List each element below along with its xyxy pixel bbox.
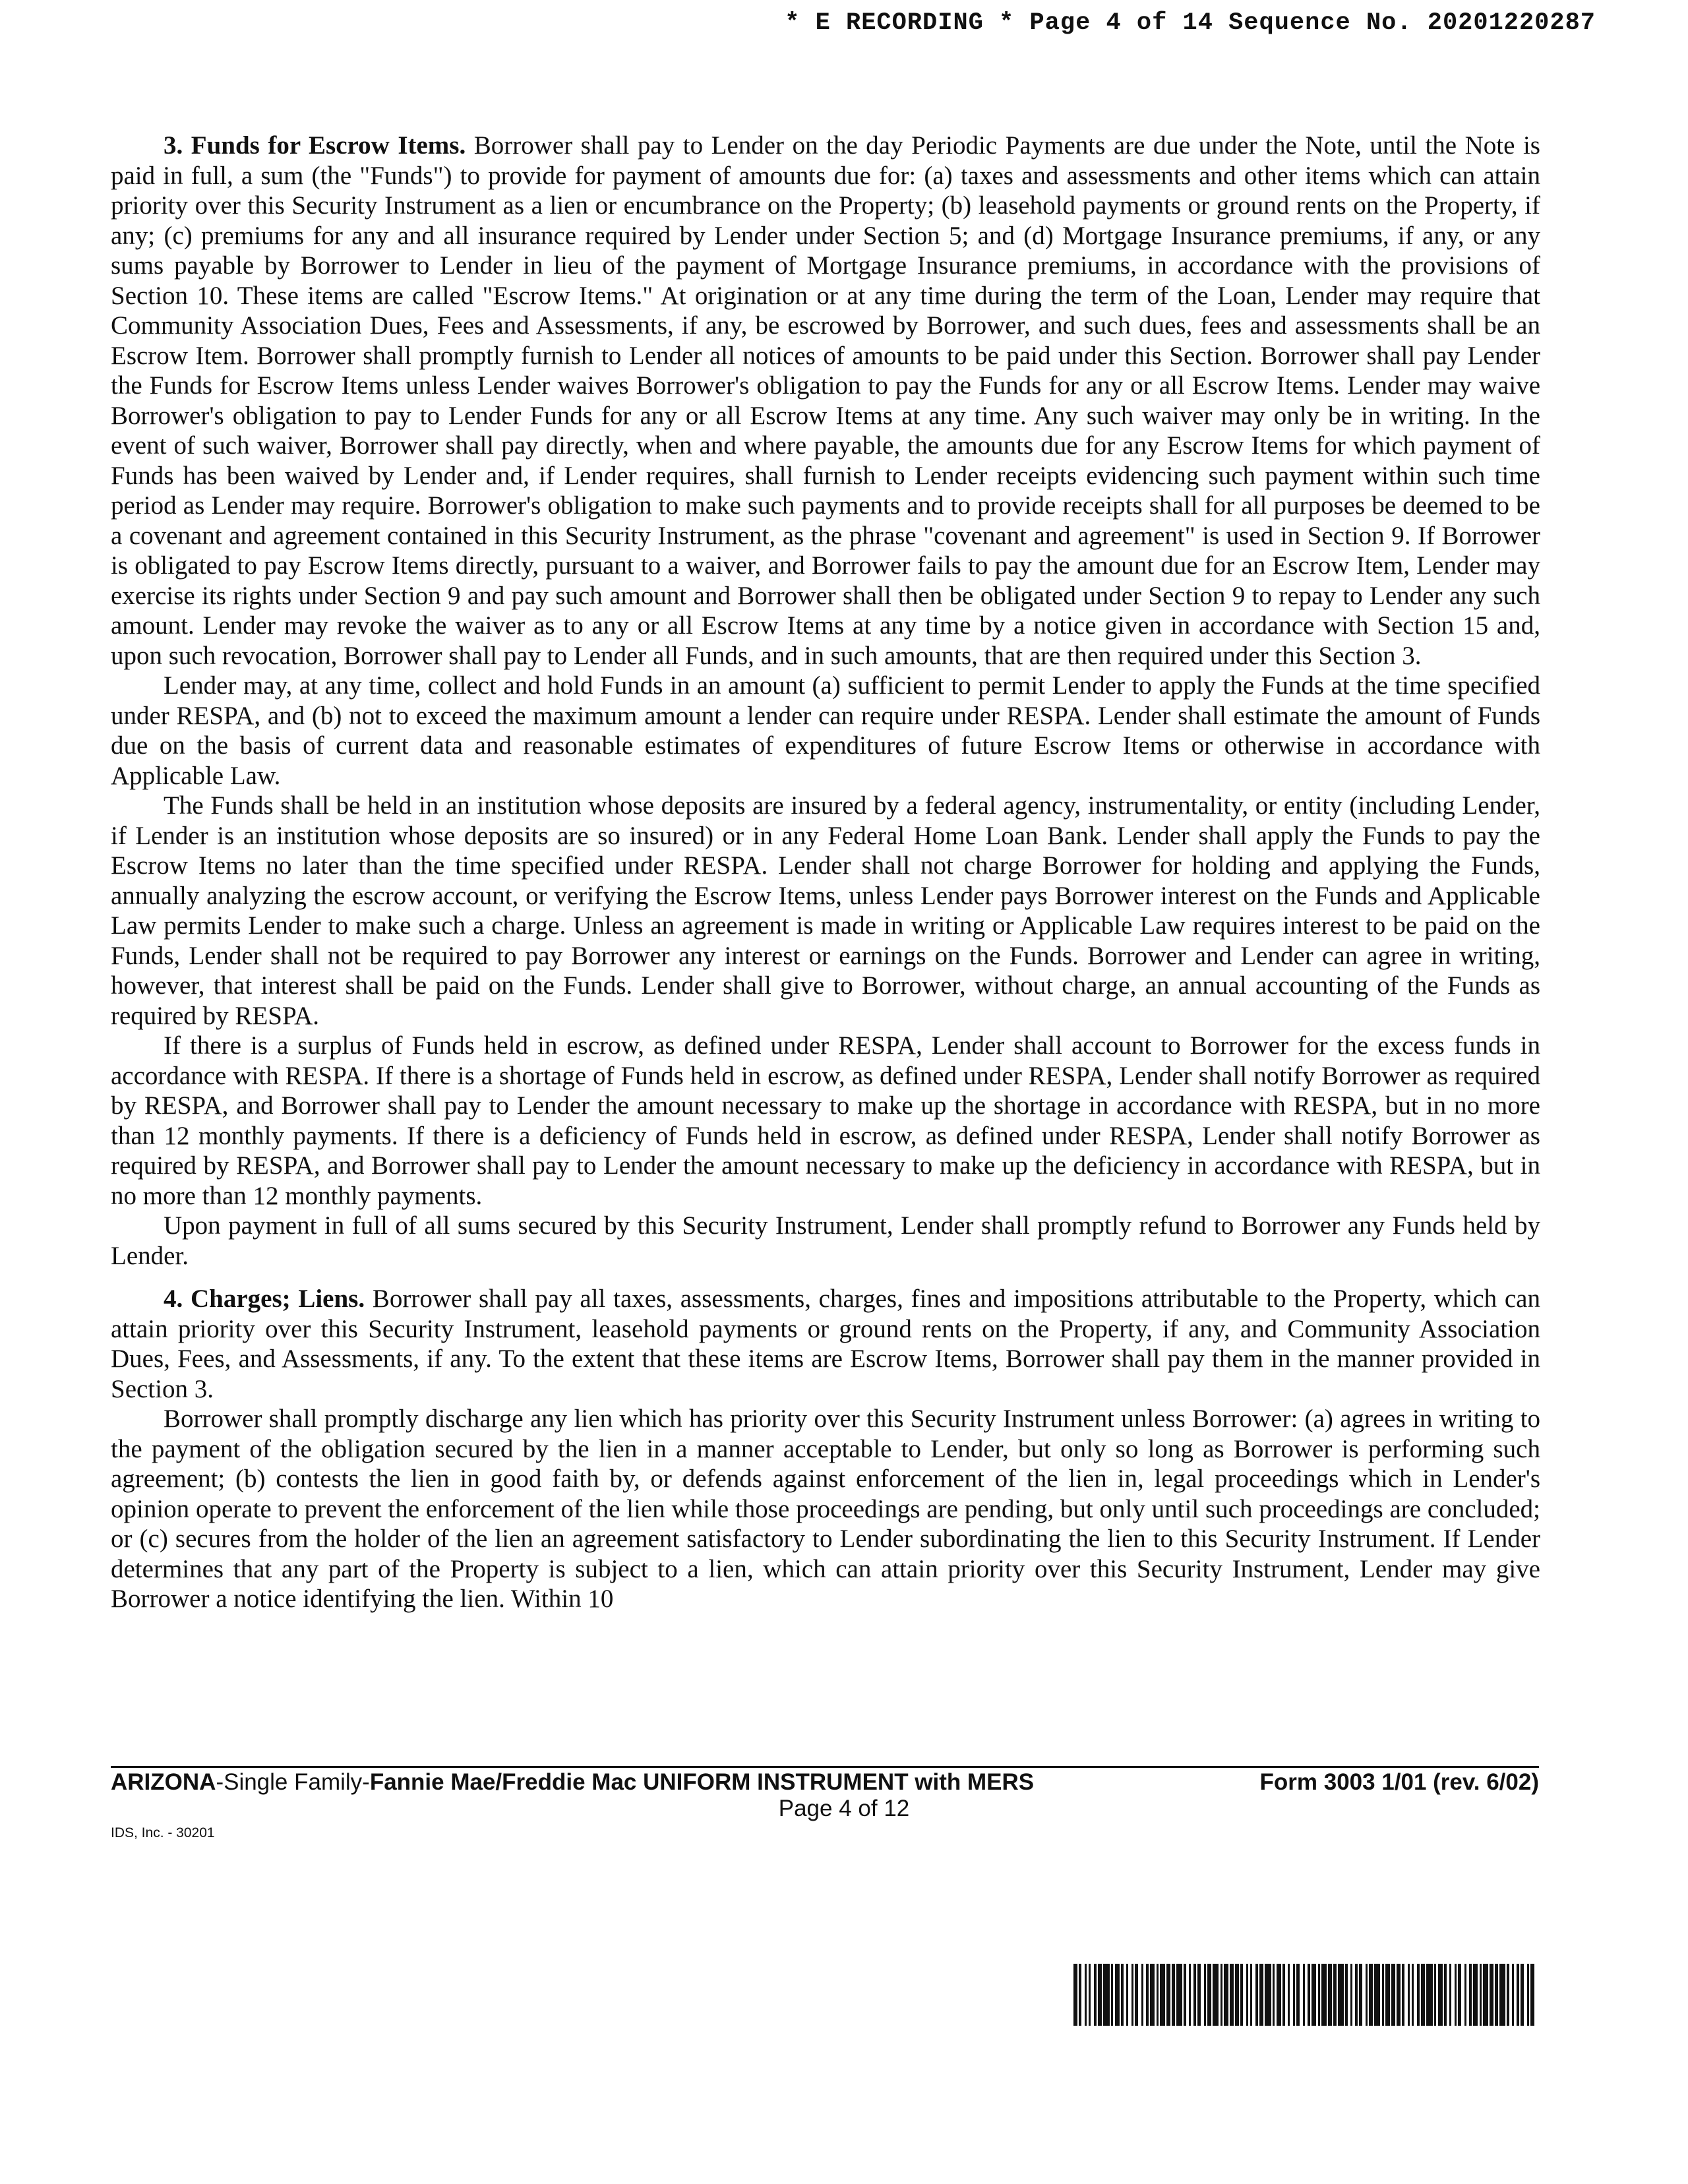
barcode-bar [1085,1964,1087,2026]
barcode-bar [1166,1964,1170,2026]
barcode-bar [1490,1964,1493,2026]
section-3-paragraph-5: Upon payment in full of all sums secured by this Security Instrument, Lender shall promptly refund to Borrower any Funds held by Lender. [111,1211,1540,1270]
section-4-text: Borrower shall pay all taxes, assessments, charges, fines and impositions attributable to the Property, which can attain priority over this Security Instrument, leasehold payments or ground rents on the Property, if any, and Community Association Dues, Fees, and Assessments, if any. To the extent that these items are Escrow Items, Borrower shall pay them in the manner provided in Section 3. [111,1285,1540,1403]
barcode-bar [1189,1964,1191,2026]
barcode-bar [1374,1964,1380,2026]
barcode-bar [1303,1964,1305,2026]
barcode-bar [1079,1964,1081,2026]
footer-form-title [111,1769,1034,1796]
barcode-bar [1530,1964,1534,2026]
barcode-bar [1121,1964,1124,2026]
barcode-bar [1230,1964,1234,2026]
barcode-bar [1288,1964,1290,2026]
barcode-bar [1321,1964,1327,2026]
barcode-bar [1197,1964,1201,2026]
barcode-bar [1444,1964,1447,2026]
section-4-paragraph-1 [111,1284,1540,1404]
barcode-bar [1293,1964,1295,2026]
barcode-bar [1507,1964,1509,2026]
barcode-bar [1402,1964,1404,2026]
barcode-bar [1473,1964,1478,2026]
section-3-paragraph-3: The Funds shall be held in an institution whose deposits are insured by a federal agency, instrumentality, or entity (including Lender, if Lender is an institution whose deposits are so insured) or in any Federal Home Loan Bank. Lender shall apply the Funds to pay the Escrow Items no later than the time specified under RESPA. Lender shall not charge Borrower for holding and applying the Funds, annually analyzing the escrow account, or verifying the Escrow Items, unless Lender pays Borrower interest on the Funds and Applicable Law permits Lender to make such a charge. Unless an agreement is made in writing or Applicable Law requires interest to be paid on the Funds, Lender shall not be required to pay Borrower any interest or earnings on the Funds. Borrower and Lender can agree in writing, however, that interest shall be paid on the Funds. Lender shall give to Borrower, without charge, an annual accounting of the Funds as required by RESPA. [111,791,1540,1030]
barcode-bar [1350,1964,1352,2026]
section-4-paragraph-2: Borrower shall promptly discharge any lien which has priority over this Security Instrument unless Borrower: (a) agrees in writing to the payment of the obligation secured by the lien in a manner acceptable to Lender, but only so long as Borrower is performing such agreement; (b) contests the lien in good faith by, or defends against enforcement of the lien in, legal proceedings which in Lender's opinion operate to prevent the enforcement of the lien while those proceedings are pending, but only until such proceedings are concluded; or (c) secures from the holder of the lien an agreement satisfactory to Lender subordinating the lien to this Security Instrument. If Lender determines that any part of the Property is subject to a lien, which can attain priority over this Security Instrument, Lender may give Borrower a notice identifying the lien. Within 10 [111,1405,1540,1613]
barcode-bar [1240,1964,1243,2026]
barcode-bar [1455,1964,1457,2026]
footer-family: -Single Family- [216,1769,370,1795]
barcode-bar [1273,1964,1275,2026]
barcode-bar [1089,1964,1091,2026]
barcode-bar [1521,1964,1524,2026]
barcode-bar [1150,1964,1155,2026]
section-3-text: Borrower shall pay to Lender on the day Periodic Payments are due under the Note, until the Note is paid in full, a sum (the "Funds") to provide for payment of amounts due for: (a) taxes and assessments and other items which can attain priority over this Security Instrument as a lien or encumbrance on the Property; (b) leasehold payments or ground rents on the Property, if any; (c) premiums for any and all insurance required by Lender under Section 5; and (d) Mortgage Insurance premiums, if any, or any sums payable by Borrower to Lender in lieu of the payment of Mortgage Insurance premiums, in accordance with the provisions of Section 10. These items are called "Escrow Items." At origination or at any time during the term of the Loan, Lender may require that Community Association Dues, Fees and Assessments, if any, be escrowed by Borrower, and such dues, fees and assessments shall be an Escrow Item. Borrower shall promptly furnish to Lender all notices of amounts to be paid under this Section. Borrower shall pay Lender the Funds for Escrow Items unless Lender waives Borrower's obligation to pay the Funds for any or all Escrow Items. Lender may waive Borrower's obligation to pay to Lender Funds for any or all Escrow Items at any time. Any such waiver may only be in writing. In the event of such waiver, Borrower shall pay directly, when and where payable, the amounts due for any Escrow Items for which payment of Funds has been waived by Lender and, if Lender requires, shall furnish to Lender receipts evidencing such payment within such time period as Lender may require. Borrower's obligation to make such payments and to provide receipts shall for all purposes be deemed to be a covenant and agreement contained in this Security Instrument, as the phrase "covenant and agreement" is used in Section 9. If Borrower is obligated to pay Escrow Items directly, pursuant to a waiver, and Borrower fails to pay the amount due for an Escrow Item, Lender may exercise its rights under Section 9 and pay such amount and Borrower shall then be obligated under Section 9 to repay to Lender any such amount. Lender may revoke the waiver as to any or all Escrow Items at any time by a notice given in accordance with Section 15 and, upon such revocation, Borrower shall pay to Lender all Funds, and in such amounts, that are then required under this Section 3. [111,131,1540,670]
footer-state: ARIZONA [111,1769,216,1795]
barcode-bar [1426,1964,1433,2026]
barcode-bar [1277,1964,1281,2026]
barcode-bar [1333,1964,1337,2026]
footer-page-number: Page 4 of 12 [778,1796,910,1821]
barcode-bar [1213,1964,1219,2026]
barcode-bar [1366,1964,1368,2026]
barcode-bar [1255,1964,1258,2026]
barcode-bar [1480,1964,1482,2026]
barcode-bar [1527,1964,1529,2026]
footer-form-number: Form 3003 1/01 (rev. 6/02) [1259,1769,1539,1795]
barcode-bar [1141,1964,1143,2026]
barcode-bar [1193,1964,1196,2026]
barcode-bar [1235,1964,1239,2026]
barcode-bar [1073,1964,1077,2026]
ids-label: IDS, Inc. - 30201 [111,1825,215,1840]
section-3-paragraph-4: If there is a surplus of Funds held in escrow, as defined under RESPA, Lender shall account to Borrower for the excess funds in accordance with RESPA. If there is a shortage of Funds held in escrow, as defined under RESPA, Lender shall notify Borrower as required by RESPA, and Borrower shall pay to Lender the amount necessary to make up the shortage in accordance with RESPA, but in no more than 12 monthly payments. If there is a deficiency of Funds held in escrow, as defined under RESPA, Lender shall notify Borrower as required by RESPA, and Borrower shall pay to Lender the amount necessary to make up the deficiency in accordance with RESPA, but in no more than 12 monthly payments. [111,1031,1540,1210]
barcode-bar [1397,1964,1401,2026]
barcode-bar [1434,1964,1436,2026]
barcode-bar [1221,1964,1222,2026]
barcode-bar [1499,1964,1505,2026]
barcode-bar [1469,1964,1472,2026]
document-body [111,131,1540,1614]
barcode-bar [1172,1964,1175,2026]
barcode-bar [1111,1964,1113,2026]
barcode-bar [1412,1964,1414,2026]
barcode-bar [1512,1964,1514,2026]
section-3-heading: 3. Funds for Escrow Items. [164,131,466,160]
barcode-bar [1157,1964,1159,2026]
barcode-bar [1131,1964,1133,2026]
barcode-bar [1094,1964,1097,2026]
barcode-bar [1417,1964,1420,2026]
barcode-bar [1449,1964,1451,2026]
barcode-bar [1385,1964,1390,2026]
barcode [1073,1964,1535,2026]
barcode-bar [1517,1964,1519,2026]
recording-header: * E RECORDING * Page 4 of 14 Sequence No. 20201220287 [785,9,1596,37]
barcode-bar [1207,1964,1211,2026]
barcode-bar [1382,1964,1384,2026]
barcode-bar [1246,1964,1248,2026]
barcode-bar [1355,1964,1358,2026]
barcode-bar [1176,1964,1182,2026]
footer-rule [111,1766,1539,1768]
footer-form-line [111,1769,1539,1796]
barcode-bar [1126,1964,1128,2026]
barcode-bar [1115,1964,1120,2026]
barcode-bar [1282,1964,1285,2026]
barcode-bar [1458,1964,1461,2026]
barcode-bar [1135,1964,1138,2026]
barcode-bar [1160,1964,1165,2026]
barcode-bar [1495,1964,1498,2026]
barcode-bar [1265,1964,1271,2026]
barcode-bar [1421,1964,1425,2026]
barcode-bar [1464,1964,1466,2026]
barcode-bar [1250,1964,1252,2026]
barcode-bar [1438,1964,1443,2026]
barcode-bar [1369,1964,1373,2026]
barcode-bar [1204,1964,1206,2026]
barcode-bar [1224,1964,1228,2026]
barcode-bar [1308,1964,1310,2026]
barcode-bar [1146,1964,1149,2026]
barcode-bar [1345,1964,1348,2026]
section-4-heading: 4. Charges; Liens. [164,1285,365,1313]
barcode-bar [1391,1964,1395,2026]
barcode-bar [1338,1964,1344,2026]
barcode-bar [1098,1964,1102,2026]
section-3-paragraph-2: Lender may, at any time, collect and hold Funds in an amount (a) sufficient to permit Lender to apply the Funds at the time specified under RESPA, and (b) not to exceed the maximum amount a lender can require under RESPA. Lender shall estimate the amount of Funds due on the basis of current data and reasonable estimates of expenditures of future Escrow Items or otherwise in accordance with Applicable Law. [111,671,1540,790]
section-3-paragraph-1 [111,131,1540,671]
barcode-bar [1318,1964,1320,2026]
barcode-bar [1103,1964,1110,2026]
barcode-bar [1296,1964,1300,2026]
barcode-bar [1311,1964,1316,2026]
barcode-bar [1328,1964,1332,2026]
barcode-bar [1483,1964,1488,2026]
footer-instrument: Fannie Mae/Freddie Mac UNIFORM INSTRUMENT with MERS [369,1769,1035,1795]
barcode-bar [1259,1964,1263,2026]
barcode-bar [1408,1964,1410,2026]
barcode-bar [1359,1964,1362,2026]
barcode-bar [1184,1964,1186,2026]
